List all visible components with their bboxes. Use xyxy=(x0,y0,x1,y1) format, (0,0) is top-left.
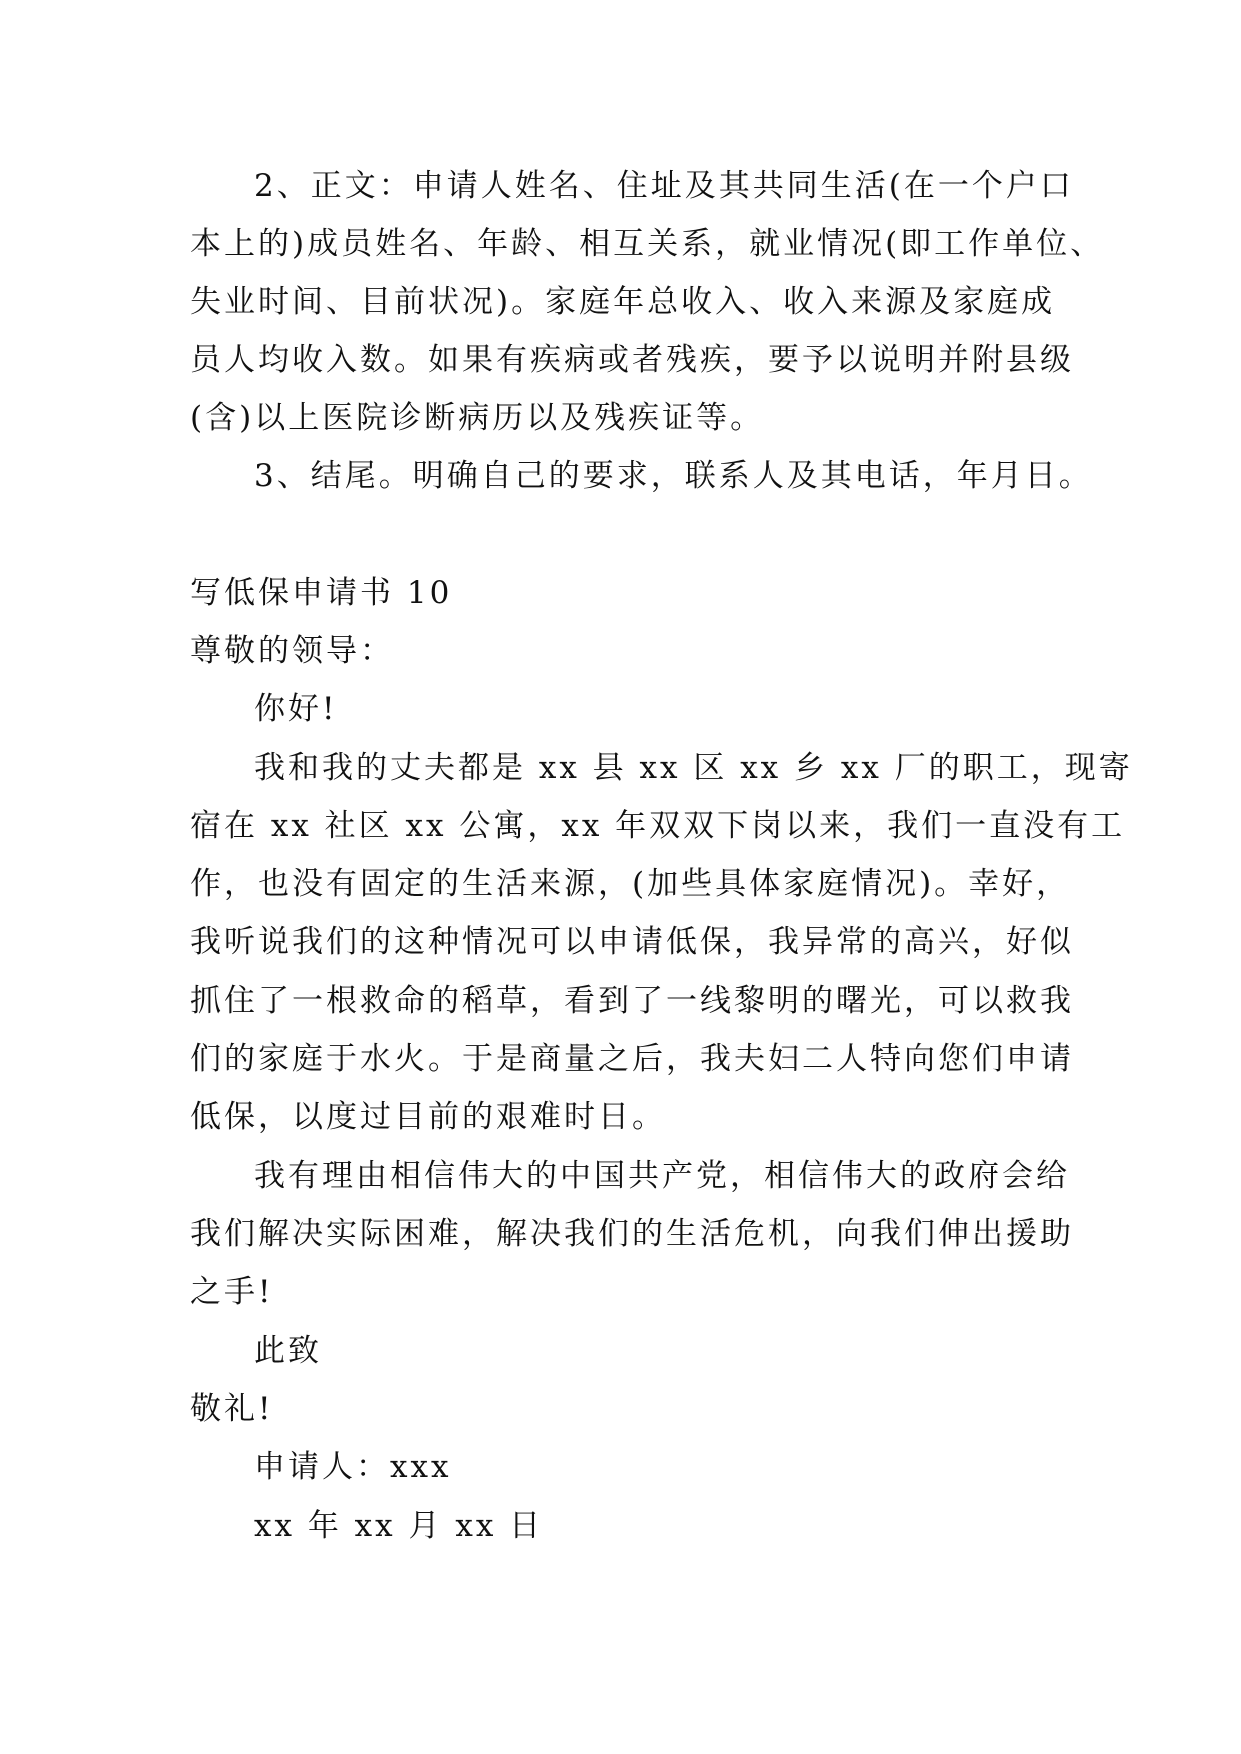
closing-2: 敬礼! xyxy=(190,1391,274,1427)
paragraph-2-line-3: 失业时间、目前状况)。家庭年总收入、收入来源及家庭成 xyxy=(190,284,1056,320)
body-2-line-1: 我有理由相信伟大的中国共产党，相信伟大的政府会给 xyxy=(254,1158,1070,1194)
body-1-line-7: 低保，以度过目前的艰难时日。 xyxy=(190,1099,666,1135)
closing-1: 此致 xyxy=(254,1333,322,1369)
applicant-line: 申请人：xxx xyxy=(254,1449,452,1485)
paragraph-3: 3、结尾。明确自己的要求，联系人及其电话，年月日。 xyxy=(254,458,1093,494)
section-heading: 写低保申请书 10 xyxy=(190,575,453,611)
body-1-line-3: 作，也没有固定的生活来源，(加些具体家庭情况)。幸好， xyxy=(190,866,1071,902)
body-2-line-2: 我们解决实际困难，解决我们的生活危机，向我们伸出援助 xyxy=(190,1216,1074,1252)
paragraph-2-line-2: 本上的)成员姓名、年龄、相互关系，就业情况(即工作单位、 xyxy=(190,226,1105,262)
body-1-line-6: 们的家庭于水火。于是商量之后，我夫妇二人特向您们申请 xyxy=(190,1041,1074,1077)
paragraph-2-line-4: 员人均收入数。如果有疾病或者残疾，要予以说明并附县级 xyxy=(190,342,1074,378)
paragraph-2-line-1: 2、正文：申请人姓名、住址及其共同生活(在一个户口 xyxy=(254,168,1074,204)
paragraph-2-line-5: (含)以上医院诊断病历以及残疾证等。 xyxy=(190,400,765,436)
greeting: 你好! xyxy=(254,691,338,727)
salutation: 尊敬的领导： xyxy=(190,633,394,669)
body-2-line-3: 之手! xyxy=(190,1274,274,1310)
body-1-line-4: 我听说我们的这种情况可以申请低保，我异常的高兴，好似 xyxy=(190,924,1074,960)
date-line: xx 年 xx 月 xx 日 xyxy=(254,1508,544,1544)
body-1-line-5: 抓住了一根救命的稻草，看到了一线黎明的曙光，可以救我 xyxy=(190,983,1074,1019)
body-1-line-2: 宿在 xx 社区 xx 公寓，xx 年双双下岗以来，我们一直没有工 xyxy=(190,808,1126,844)
body-1-line-1: 我和我的丈夫都是 xx 县 xx 区 xx 乡 xx 厂的职工，现寄 xyxy=(254,750,1133,786)
